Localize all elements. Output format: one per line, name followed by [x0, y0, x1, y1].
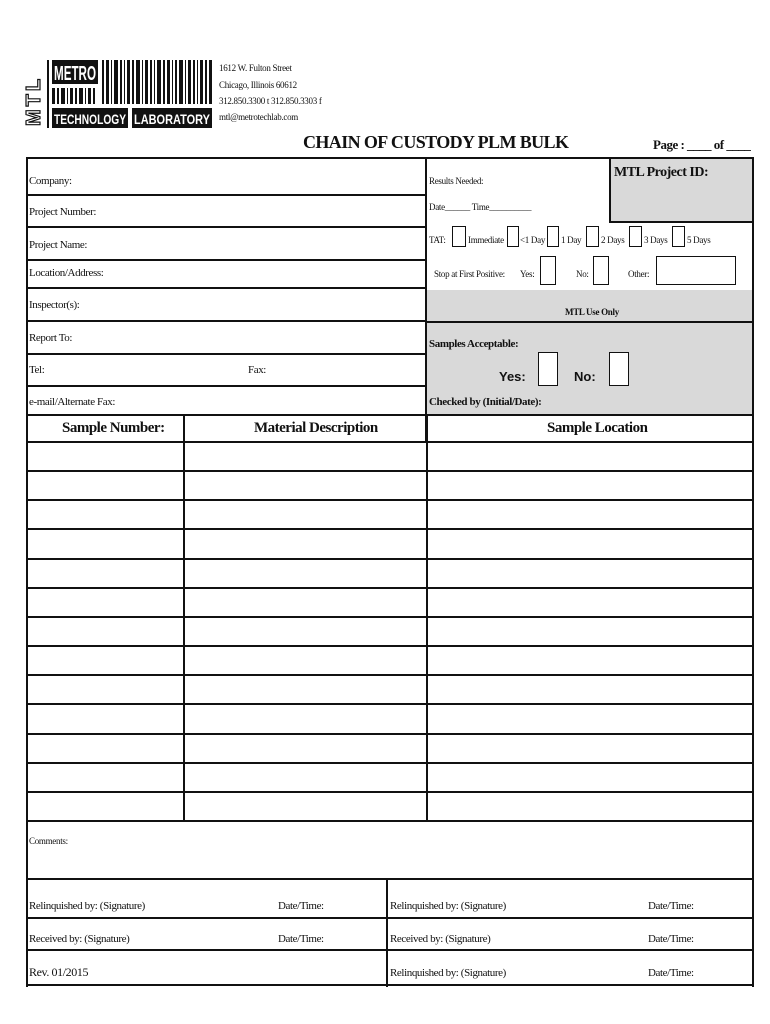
stop-other-field[interactable]	[656, 256, 736, 285]
project-number-label: Project Number:	[29, 206, 97, 218]
inspectors-label: Inspector(s):	[29, 299, 80, 311]
report-to-label: Report To:	[29, 332, 72, 344]
document-title: CHAIN OF CUSTODY PLM BULK	[303, 132, 569, 152]
tat-immediate-checkbox[interactable]	[452, 226, 466, 247]
relinquished-by-3[interactable]: Relinquished by: (Signature)	[390, 967, 506, 979]
table-row[interactable]	[28, 472, 752, 499]
table-row[interactable]	[28, 618, 752, 645]
table-row[interactable]	[28, 501, 752, 528]
address-email: mtl@metrotechlab.com	[219, 112, 299, 122]
logo-graphic	[23, 58, 216, 130]
samples-no-checkbox[interactable]	[609, 352, 629, 386]
page-number-field[interactable]: Page : ____ of ____	[653, 137, 751, 152]
tat-5days-checkbox[interactable]	[672, 226, 685, 247]
datetime-2[interactable]: Date/Time:	[648, 900, 694, 912]
tat-option-2days: 2 Days	[601, 235, 625, 245]
tat-3days-checkbox[interactable]	[629, 226, 642, 247]
logo-line2a: TECHNOLOGY	[54, 111, 127, 127]
tat-label: TAT:	[429, 235, 446, 245]
stop-no-label: No:	[576, 269, 589, 279]
relinquished-by-1[interactable]: Relinquished by: (Signature)	[29, 900, 145, 912]
revision-label: Rev. 01/2015	[29, 965, 89, 979]
logo-line1: METRO	[54, 63, 96, 85]
comments-label: Comments:	[29, 836, 68, 846]
date-time-field[interactable]: Date______ Time__________	[429, 202, 532, 212]
company-logo	[23, 58, 216, 130]
checked-by-label: Checked by (Initial/Date):	[429, 396, 542, 408]
address-street: 1612 W. Fulton Street	[219, 63, 292, 73]
table-row[interactable]	[28, 705, 752, 732]
tat-option-immediate: Immediate	[468, 235, 504, 245]
table-row[interactable]	[28, 647, 752, 674]
stop-first-positive-label: Stop at First Positive:	[434, 269, 505, 279]
table-row[interactable]	[28, 443, 752, 470]
header-sample-location: Sample Location	[547, 420, 648, 436]
email-fax-label: e-mail/Alternate Fax:	[29, 396, 115, 408]
stop-yes-label: Yes:	[520, 269, 535, 279]
header-sample-number: Sample Number:	[62, 420, 165, 436]
table-row[interactable]	[28, 676, 752, 703]
tat-option-5days: 5 Days	[687, 235, 711, 245]
table-row[interactable]	[28, 793, 752, 820]
table-row[interactable]	[28, 735, 752, 762]
tel-label: Tel:	[29, 364, 45, 376]
address-city: Chicago, Illinois 60612	[219, 80, 297, 90]
location-address-label: Location/Address:	[29, 267, 104, 279]
logo-vertical-text: MTL	[23, 75, 45, 126]
datetime-5[interactable]: Date/Time:	[648, 967, 694, 979]
tat-option-3days: 3 Days	[644, 235, 668, 245]
samples-yes-label: Yes:	[499, 369, 526, 384]
mtl-project-id-label: MTL Project ID:	[614, 165, 709, 180]
mtl-use-only-label: MTL Use Only	[565, 307, 619, 317]
relinquished-by-2[interactable]: Relinquished by: (Signature)	[390, 900, 506, 912]
project-name-label: Project Name:	[29, 239, 88, 251]
fax-label: Fax:	[248, 364, 266, 376]
mtl-project-id-box[interactable]	[609, 159, 752, 223]
tat-option-lt1day: <1 Day	[520, 235, 546, 245]
datetime-4[interactable]: Date/Time:	[648, 933, 694, 945]
table-row[interactable]	[28, 764, 752, 791]
tat-2days-checkbox[interactable]	[586, 226, 599, 247]
samples-no-label: No:	[574, 369, 596, 384]
datetime-3[interactable]: Date/Time:	[278, 933, 324, 945]
samples-acceptable-label: Samples Acceptable:	[429, 338, 519, 350]
logo-line2b: LABORATORY	[134, 111, 211, 127]
datetime-1[interactable]: Date/Time:	[278, 900, 324, 912]
header-material-description: Material Description	[254, 420, 378, 436]
results-needed-label: Results Needed:	[429, 176, 484, 186]
table-row[interactable]	[28, 589, 752, 616]
comments-field[interactable]	[28, 852, 750, 878]
company-label: Company:	[29, 175, 72, 187]
table-row[interactable]	[28, 560, 752, 587]
tat-option-1day: 1 Day	[561, 235, 582, 245]
samples-yes-checkbox[interactable]	[538, 352, 558, 386]
table-row[interactable]	[28, 530, 752, 557]
tat-1day-checkbox[interactable]	[547, 226, 559, 247]
stop-yes-checkbox[interactable]	[540, 256, 556, 285]
received-by-1[interactable]: Received by: (Signature)	[29, 933, 130, 945]
tat-lt1day-checkbox[interactable]	[507, 226, 519, 247]
address-phone: 312.850.3300 t 312.850.3303 f	[219, 96, 322, 106]
stop-no-checkbox[interactable]	[593, 256, 609, 285]
stop-other-label: Other:	[628, 269, 650, 279]
received-by-2[interactable]: Received by: (Signature)	[390, 933, 491, 945]
